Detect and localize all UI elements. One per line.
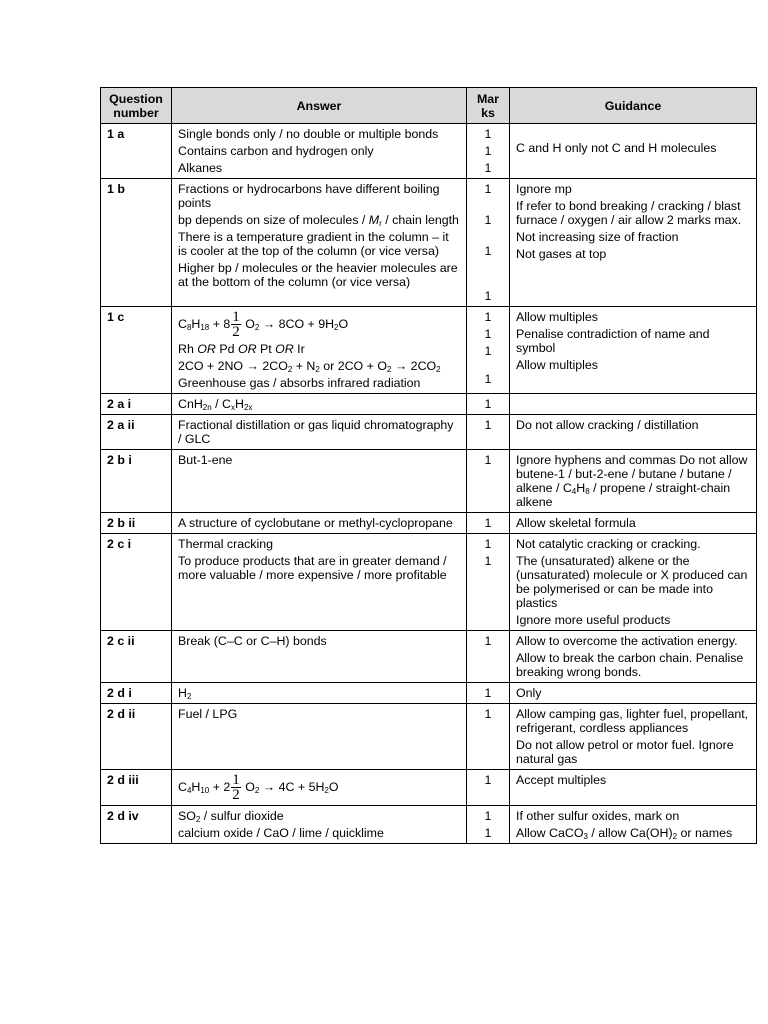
answer-line: To produce products that are in greater demand / more valuable / more expensive / more profitable <box>178 554 447 582</box>
marks-cell <box>467 124 510 179</box>
guidance-line: Penalise contradiction of name and symbol <box>516 327 710 355</box>
answer-line: calcium oxide / CaO / lime / quicklime <box>178 826 384 840</box>
answer-cell: Break (C–C or C–H) bonds <box>172 631 467 683</box>
table-row <box>101 704 757 770</box>
guidance-line: Allow camping gas, lighter fuel, propellant, refrigerant, cordless appliances <box>516 707 749 735</box>
guidance-cell <box>510 534 757 631</box>
guidance-line: Allow to break the carbon chain. Penalise breaking wrong bonds. <box>516 651 744 679</box>
equation-octane-combustion: $C_8H_{18} + 8$ $\frac{1}{2}$ $O_2 \to 8CO + 9H_2O$ <box>178 309 349 340</box>
question-number: 1 a <box>101 124 172 179</box>
guidance-line: Allow CaCO$_3$ / allow $Ca(OH)_2$ or names <box>516 826 733 841</box>
guidance-line: Not gases at top <box>516 247 607 261</box>
mark-value: 1 <box>484 244 492 258</box>
header-answer: Answer <box>172 88 467 124</box>
guidance-line: Ignore mp <box>516 182 572 196</box>
answer-cell <box>172 307 467 394</box>
fraction-half: $\frac{1}{2}$ <box>232 309 240 340</box>
mark-value: 1 <box>484 537 492 551</box>
mark-value: 1 <box>484 161 492 175</box>
marks-cell: 1 <box>467 631 510 683</box>
guidance-cell <box>510 806 757 844</box>
table-row <box>101 513 757 534</box>
guidance-cell <box>510 124 757 179</box>
guidance-cell: Ignore hyphens and commas Do not allow butene-1 / but-2-ene / butane / butane / alkene / $C_4H_8$ / propene / straight-chain alkene <box>510 450 757 513</box>
mark-scheme-table <box>100 87 757 844</box>
guidance-cell: Accept multiples <box>510 770 757 806</box>
answer-cell: $H_2$ <box>172 683 467 704</box>
answer-line: Contains carbon and hydrogen only <box>178 144 374 158</box>
answer-cell: A structure of cyclobutane or methyl-cyclopropane <box>172 513 467 534</box>
answer-line: There is a temperature gradient in the column – it is cooler at the top of the column (or vice versa) <box>178 230 449 258</box>
table-row <box>101 307 757 394</box>
answer-cell: Fractional distillation or gas liquid chromatography / GLC <box>172 415 467 450</box>
question-number: 2 b ii <box>101 513 172 534</box>
table-row <box>101 124 757 179</box>
mark-value: 1 <box>484 554 492 568</box>
header-question-number: Question number <box>101 88 172 124</box>
marks-cell: 1 <box>467 513 510 534</box>
mark-value: 1 <box>484 127 492 141</box>
answer-line: Greenhouse gas / absorbs infrared radiation <box>178 376 421 390</box>
table-row <box>101 450 757 513</box>
mark-value: 1 <box>484 182 492 196</box>
question-number: 2 d ii <box>101 704 172 770</box>
question-number: 2 b i <box>101 450 172 513</box>
table-row <box>101 534 757 631</box>
question-number: 2 c ii <box>101 631 172 683</box>
guidance-cell: Only <box>510 683 757 704</box>
question-number: 2 d i <box>101 683 172 704</box>
header-guidance: Guidance <box>510 88 757 124</box>
mark-value: 1 <box>484 289 492 303</box>
equation-butane-incomplete-combustion: $C_4H_{10} + 2$ $\frac{1}{2}$ $O_2 \to 4C + 5H_2O$ <box>178 772 339 803</box>
answer-cell <box>172 124 467 179</box>
marks-cell: 1 <box>467 770 510 806</box>
answer-line: Higher bp / molecules or the heavier molecules are at the bottom of the column (or vice versa) <box>178 261 458 289</box>
question-number: 1 b <box>101 179 172 307</box>
answer-line: Single bonds only / no double or multiple bonds <box>178 127 439 141</box>
equation-catalytic-converter: $2CO + 2NO \to 2CO_2 + N_2$ or $2CO + O_2 \to 2CO_2$ <box>178 359 441 374</box>
answer-cell <box>172 179 467 307</box>
header-marks: Mar ks <box>467 88 510 124</box>
table-header-row <box>101 88 757 124</box>
answer-line: Rh OR Pd OR Pt OR Ir <box>178 342 305 356</box>
guidance-line: Not increasing size of fraction <box>516 230 679 244</box>
answer-cell <box>172 534 467 631</box>
mark-value: 1 <box>484 826 492 840</box>
answer-cell <box>172 394 467 415</box>
question-number: 2 a ii <box>101 415 172 450</box>
answer-line: $SO_2$ / sulfur dioxide <box>178 809 284 824</box>
fraction-half: $\frac{1}{2}$ <box>232 772 240 803</box>
answer-cell <box>172 770 467 806</box>
table-row <box>101 415 757 450</box>
mark-value: 1 <box>484 213 492 227</box>
guidance-line: Allow multiples <box>516 358 598 372</box>
guidance-line: Allow to overcome the activation energy. <box>516 634 738 648</box>
question-number: 2 a i <box>101 394 172 415</box>
answer-cell <box>172 806 467 844</box>
guidance-cell <box>510 631 757 683</box>
marks-cell: 1 <box>467 394 510 415</box>
guidance-line: If refer to bond breaking / cracking / blast furnace / oxygen / air allow 2 marks max. <box>516 199 742 227</box>
mark-value: 1 <box>484 809 492 823</box>
marks-cell: 1 <box>467 683 510 704</box>
mark-value: 1 <box>484 327 492 341</box>
answer-cell: But-1-ene <box>172 450 467 513</box>
table-row <box>101 394 757 415</box>
table-row <box>101 770 757 806</box>
mark-value: 1 <box>484 310 492 324</box>
marks-cell: 1 <box>467 415 510 450</box>
answer-line: Fractions or hydrocarbons have different boiling points <box>178 182 440 210</box>
answer-cell: Fuel / LPG <box>172 704 467 770</box>
question-number: 2 d iii <box>101 770 172 806</box>
question-number: 1 c <box>101 307 172 394</box>
mark-value: 1 <box>484 372 492 386</box>
question-number: 2 d iv <box>101 806 172 844</box>
guidance-cell <box>510 307 757 394</box>
guidance-cell: Do not allow cracking / distillation <box>510 415 757 450</box>
question-number: 2 c i <box>101 534 172 631</box>
marks-cell: 1 <box>467 704 510 770</box>
guidance-line: Do not allow petrol or motor fuel. Ignore natural gas <box>516 738 734 766</box>
marks-cell <box>467 806 510 844</box>
table-row <box>101 806 757 844</box>
marks-cell <box>467 179 510 307</box>
marks-cell <box>467 534 510 631</box>
marks-cell: 1 <box>467 450 510 513</box>
guidance-line: The (unsaturated) alkene or the (unsaturated) molecule or X produced can be polymerised or can be made into plastics <box>516 554 748 610</box>
guidance-cell: Allow skeletal formula <box>510 513 757 534</box>
guidance-line: Not catalytic cracking or cracking. <box>516 537 701 551</box>
answer-line: Alkanes <box>178 161 223 175</box>
guidance-cell <box>510 394 757 415</box>
guidance-cell <box>510 704 757 770</box>
guidance-line: C and H only not C and H molecules <box>516 141 717 155</box>
table-row <box>101 179 757 307</box>
guidance-cell <box>510 179 757 307</box>
table-row <box>101 631 757 683</box>
mark-value: 1 <box>484 144 492 158</box>
marks-cell <box>467 307 510 394</box>
mark-value: 1 <box>484 344 492 358</box>
guidance-line: Allow multiples <box>516 310 598 324</box>
answer-line: bp depends on size of molecules / $M_r$ / chain length <box>178 213 459 228</box>
table-row <box>101 683 757 704</box>
answer-alkene-formula: $CnH_{2n} / C_xH_{2x}$ <box>178 397 253 412</box>
guidance-line: If other sulfur oxides, mark on <box>516 809 680 823</box>
guidance-line: Ignore more useful products <box>516 613 671 627</box>
answer-line: Thermal cracking <box>178 537 274 551</box>
